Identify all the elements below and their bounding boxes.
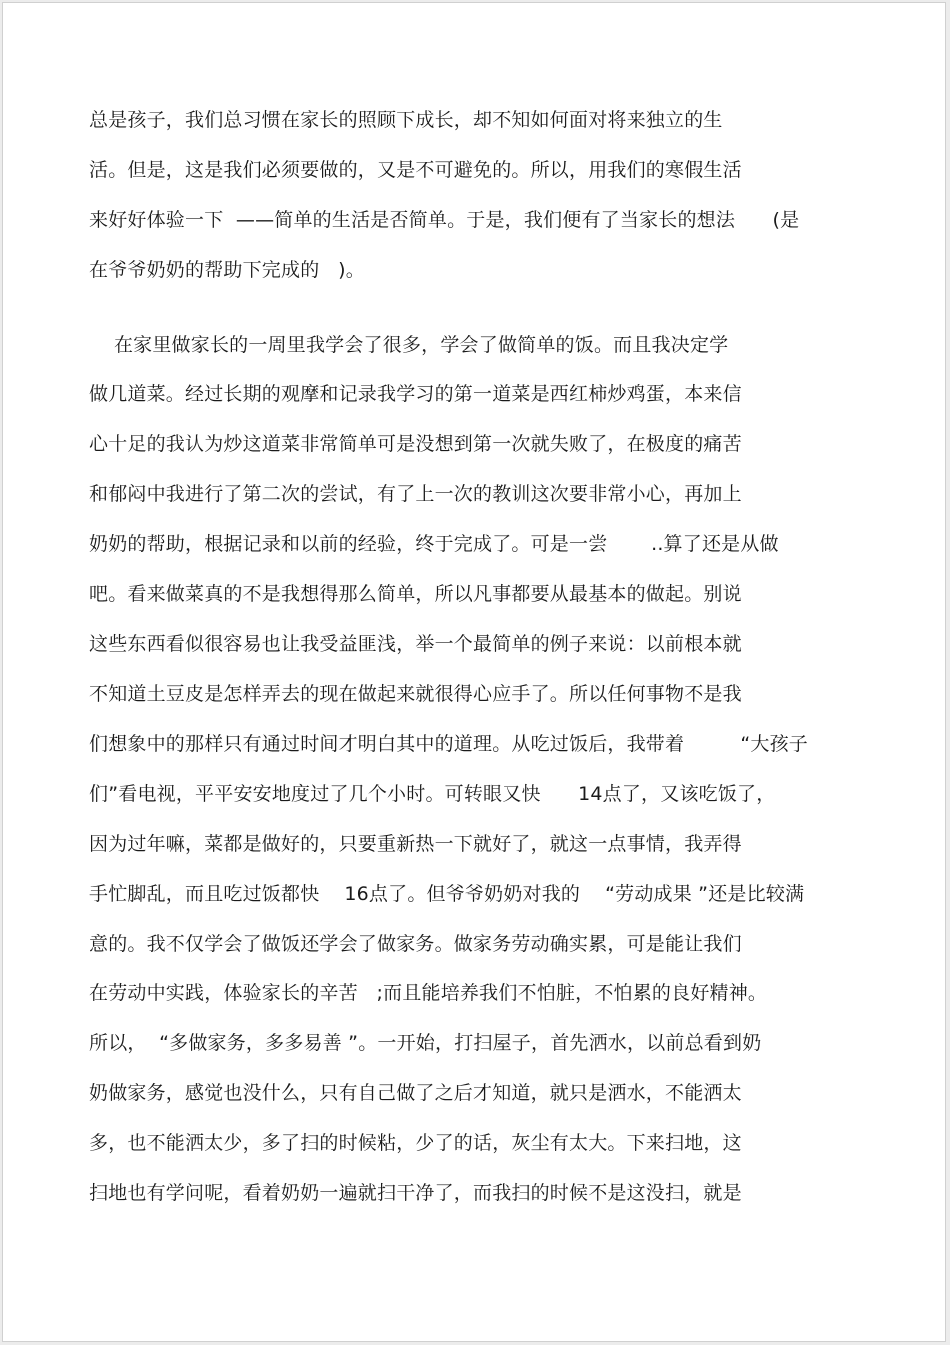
text-line: 做几道菜。经过长期的观摩和记录我学习的第一道菜是西红柿炒鸡蛋，本来信 <box>89 383 742 405</box>
text-line: 活。但是，这是我们必须要做的，又是不可避免的。所以，用我们的寒假生活 <box>89 159 742 181</box>
text-line: 多，也不能洒太少，多了扫的时候粘，少了的话，灰尘有太大。下来扫地，这 <box>89 1132 742 1154</box>
text-line: 在劳动中实践，体验家长的辛苦 ;而且能培养我们不怕脏，不怕累的良好精神。 <box>89 982 768 1004</box>
text-line: 在爷爷奶奶的帮助下完成的 )。 <box>89 259 365 281</box>
text-line: 总是孩子，我们总习惯在家长的照顾下成长，却不知如何面对将来独立的生 <box>89 109 723 131</box>
text-line: 在家里做家长的一周里我学会了很多，学会了做简单的饭。而且我决定学 <box>89 334 729 356</box>
text-line: 因为过年嘛，菜都是做好的，只要重新热一下就好了，就这一点事情，我弄得 <box>89 833 742 855</box>
text-line: 这些东西看似很容易也让我受益匪浅，举一个最简单的例子来说：以前根本就 <box>89 633 742 655</box>
text-line: 心十足的我认为炒这道菜非常简单可是没想到第一次就失败了，在极度的痛苦 <box>89 433 742 455</box>
document-page <box>2 2 946 1342</box>
text-line: 奶做家务，感觉也没什么，只有自己做了之后才知道，就只是洒水，不能洒太 <box>89 1082 742 1104</box>
text-line: 们想象中的那样只有通过时间才明白其中的道理。从吃过饭后，我带着 “大孩子 <box>89 733 809 755</box>
text-line: 所以， “多做家务，多多易善 ”。一开始，打扫屋子，首先洒水，以前总看到奶 <box>89 1032 762 1054</box>
text-line: 来好好体验一下 ——简单的生活是否简单。于是，我们便有了当家长的想法 (是 <box>89 209 800 231</box>
text-line: 奶奶的帮助，根据记录和以前的经验，终于完成了。可是一尝 ..算了还是从做 <box>89 533 779 555</box>
text-line: 手忙脚乱，而且吃过饭都快 16点了。但爷爷奶奶对我的 “劳动成果 ”还是比较满 <box>89 883 805 905</box>
text-line: 吧。看来做菜真的不是我想得那么简单，所以凡事都要从最基本的做起。别说 <box>89 583 742 605</box>
text-line: 扫地也有学问呢，看着奶奶一遍就扫干净了，而我扫的时候不是这没扫，就是 <box>89 1182 742 1204</box>
text-line: 们”看电视，平平安安地度过了几个小时。可转眼又快 14点了，又该吃饭了， <box>89 783 776 805</box>
text-line: 意的。我不仅学会了做饭还学会了做家务。做家务劳动确实累，可是能让我们 <box>89 933 742 955</box>
text-line: 和郁闷中我进行了第二次的尝试，有了上一次的教训这次要非常小心，再加上 <box>89 483 742 505</box>
text-line: 不知道土豆皮是怎样弄去的现在做起来就很得心应手了。所以任何事物不是我 <box>89 683 742 705</box>
